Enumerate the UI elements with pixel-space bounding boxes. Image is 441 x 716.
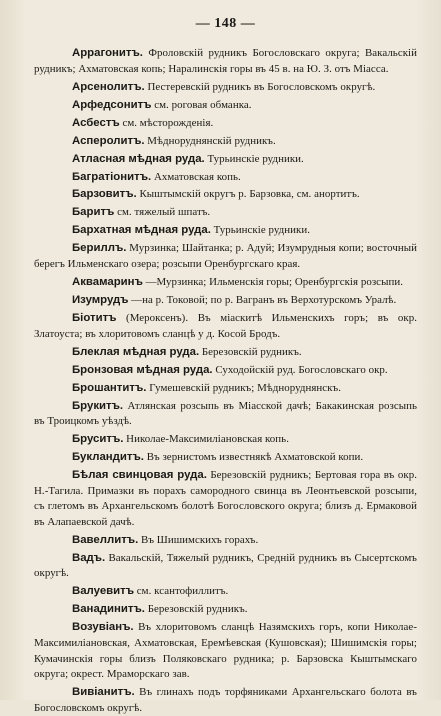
entry-term: Вавеллитъ. xyxy=(72,533,139,546)
entry-term: Бѣлая свинцовая руда. xyxy=(72,469,207,482)
glossary-entry xyxy=(34,134,417,150)
glossary-entry xyxy=(34,685,417,716)
entry-definition: Березовскій рудникъ. xyxy=(201,345,302,358)
entry-term: Возувіанъ. xyxy=(72,621,134,634)
entry-term: Блеклая мѣдная руда. xyxy=(72,345,200,358)
entry-definition: Фроловскій рудникъ Богословскаго округа; Вакальскій рудникъ; Ахматовская копь; Наралинскія горы въ 45 в. на Ю. З. отъ Міасса. xyxy=(34,47,417,75)
entry-definition: Въ глинахъ подъ торфяниками Архангельскаго болота въ Богословскомъ округѣ. xyxy=(34,686,417,714)
entry-definition: Въ Шишимскихъ горахъ. xyxy=(141,533,259,546)
entry-definition: Атлянская розсыпь въ Міасской дачѣ; Бакакинская розсыпь въ Троицкомъ уѣздѣ. xyxy=(34,399,417,428)
entry-definition: см. ксантофиллитъ. xyxy=(136,585,229,598)
entry-term: Изумрудъ xyxy=(72,294,129,306)
entry-term: Бархатная мѣдная руда. xyxy=(72,224,211,237)
entry-definition: Мѣдноруднянскій рудникъ. xyxy=(147,134,276,147)
entry-definition: Березовскій рудникъ; Бертовая гора въ окр. Н.-Тагила. Примазки въ порахъ самородного свинца въ Леонтьевской розсыпи, съ глетомъ въ Архангельскомъ болотѣ Богословского округа; близъ д. Ермаковой въ Алапаевской дачѣ. xyxy=(34,469,417,528)
entry-term: Бронзовая мѣдная руда. xyxy=(72,363,213,376)
glossary-entry xyxy=(34,381,417,397)
glossary-entry xyxy=(34,205,417,221)
entry-term: Аррагонитъ. xyxy=(72,47,143,59)
entry-term: Асбестъ xyxy=(72,116,120,129)
glossary-entry xyxy=(34,432,417,448)
entry-definition: —Мурзинка; Ильменскія горы; Оренбургскія розсыпи. xyxy=(145,276,403,289)
entry-definition: —на р. Токовой; по р. Вагранъ въ Верхотурскомъ Уралѣ. xyxy=(131,294,397,306)
glossary-entry xyxy=(34,533,417,549)
glossary-entry xyxy=(34,602,417,618)
glossary-entry xyxy=(34,223,417,239)
entry-term: Брошантитъ. xyxy=(72,381,147,394)
entry-term: Вадъ. xyxy=(72,551,106,564)
glossary-entry xyxy=(34,620,417,682)
glossary-entry xyxy=(34,363,417,379)
entry-term: Ванадинитъ. xyxy=(72,603,145,616)
entry-term: Біотитъ xyxy=(72,311,117,324)
entry-definition: Мурзинка; Шайтанка; р. Адуй; Изумрудныя копи; восточный берегъ Ильменскаго озера; розсыпи Оренбургскаго края. xyxy=(34,242,417,271)
entry-term: Асперолитъ. xyxy=(72,134,145,147)
glossary-entry xyxy=(34,399,417,430)
glossary-entry xyxy=(34,152,417,168)
entry-definition: Въ зернистомъ известнякѣ Ахматовской копи. xyxy=(146,451,364,464)
entry-definition: Суходойскій руд. Богословскаго окр. xyxy=(215,363,388,376)
entry-list xyxy=(34,46,417,716)
glossary-entry xyxy=(34,275,417,291)
glossary-entry xyxy=(34,311,417,342)
entry-definition: Ахматовская копь. xyxy=(153,170,241,183)
entry-term: Вивіанитъ. xyxy=(72,686,135,699)
glossary-entry xyxy=(34,187,417,203)
glossary-entry xyxy=(34,345,417,361)
glossary-entry xyxy=(34,46,417,77)
entry-term: Бруситъ. xyxy=(72,433,124,446)
entry-definition: см. роговая обманка. xyxy=(154,98,252,111)
entry-definition: см. мѣсторожденія. xyxy=(122,116,214,129)
entry-definition: (Мероксенъ). Въ міаскитѣ Ильменскихъ горъ; въ окр. Златоуста; въ хлоритовомъ сланцѣ у д. Косой Бродъ. xyxy=(34,311,417,340)
glossary-entry xyxy=(34,468,417,530)
entry-definition: Кыштымскій округъ р. Барзовка, см. анортитъ. xyxy=(139,188,360,201)
entry-term: Баритъ xyxy=(72,206,115,219)
entry-term: Арфедсонитъ xyxy=(72,98,152,111)
glossary-entry xyxy=(34,116,417,132)
glossary-entry xyxy=(34,293,417,309)
glossary-entry xyxy=(34,241,417,272)
glossary-entry xyxy=(34,170,417,186)
glossary-entry xyxy=(34,584,417,600)
entry-term: Валуевитъ xyxy=(72,585,135,598)
entry-definition: Въ хлоритовомъ сланцѣ Назямскихъ горъ, копи Николае-Максимиліановская, Ахматовская, Еремѣевская (Кушовская); Шишимскія горы; Кумачинскія горы близъ Поляковскаго рудника; р. Барзовска Кыштымскаго округа; окрест. Мраморскаго зав. xyxy=(34,621,417,681)
entry-definition: Турьинскіе рудники. xyxy=(213,224,311,237)
entry-term: Арсенолитъ. xyxy=(72,80,145,93)
glossary-entry xyxy=(34,80,417,96)
entry-definition: Вакальскій, Тяжелый рудникъ, Средній рудникъ въ Сысертскомъ округѣ. xyxy=(34,551,417,580)
entry-definition: Гумешевскій рудникъ; Мѣдноруднянскъ. xyxy=(149,381,341,394)
glossary-entry xyxy=(34,450,417,466)
entry-term: Атласная мѣдная руда. xyxy=(72,152,205,165)
entry-definition: Николае-Максимиліановская копь. xyxy=(126,433,289,446)
entry-term: Багратіонитъ. xyxy=(72,170,152,183)
entry-definition: см. тяжелый шпатъ. xyxy=(117,206,211,219)
page-number: — 148 — xyxy=(195,16,256,31)
entry-definition: Пестеревскій рудникъ въ Богословскомъ округѣ. xyxy=(147,80,376,93)
glossary-entry xyxy=(34,98,417,114)
entry-term: Брукитъ. xyxy=(72,399,124,412)
entry-term: Барзовитъ. xyxy=(72,188,137,201)
entry-definition: Турьинскіе рудники. xyxy=(207,152,304,165)
entry-term: Аквамаринъ xyxy=(72,276,143,289)
entry-term: Бериллъ. xyxy=(72,242,127,255)
entry-definition: Березовскій рудникъ. xyxy=(147,603,248,616)
glossary-entry xyxy=(34,551,417,582)
entry-term: Букландитъ. xyxy=(72,451,144,464)
